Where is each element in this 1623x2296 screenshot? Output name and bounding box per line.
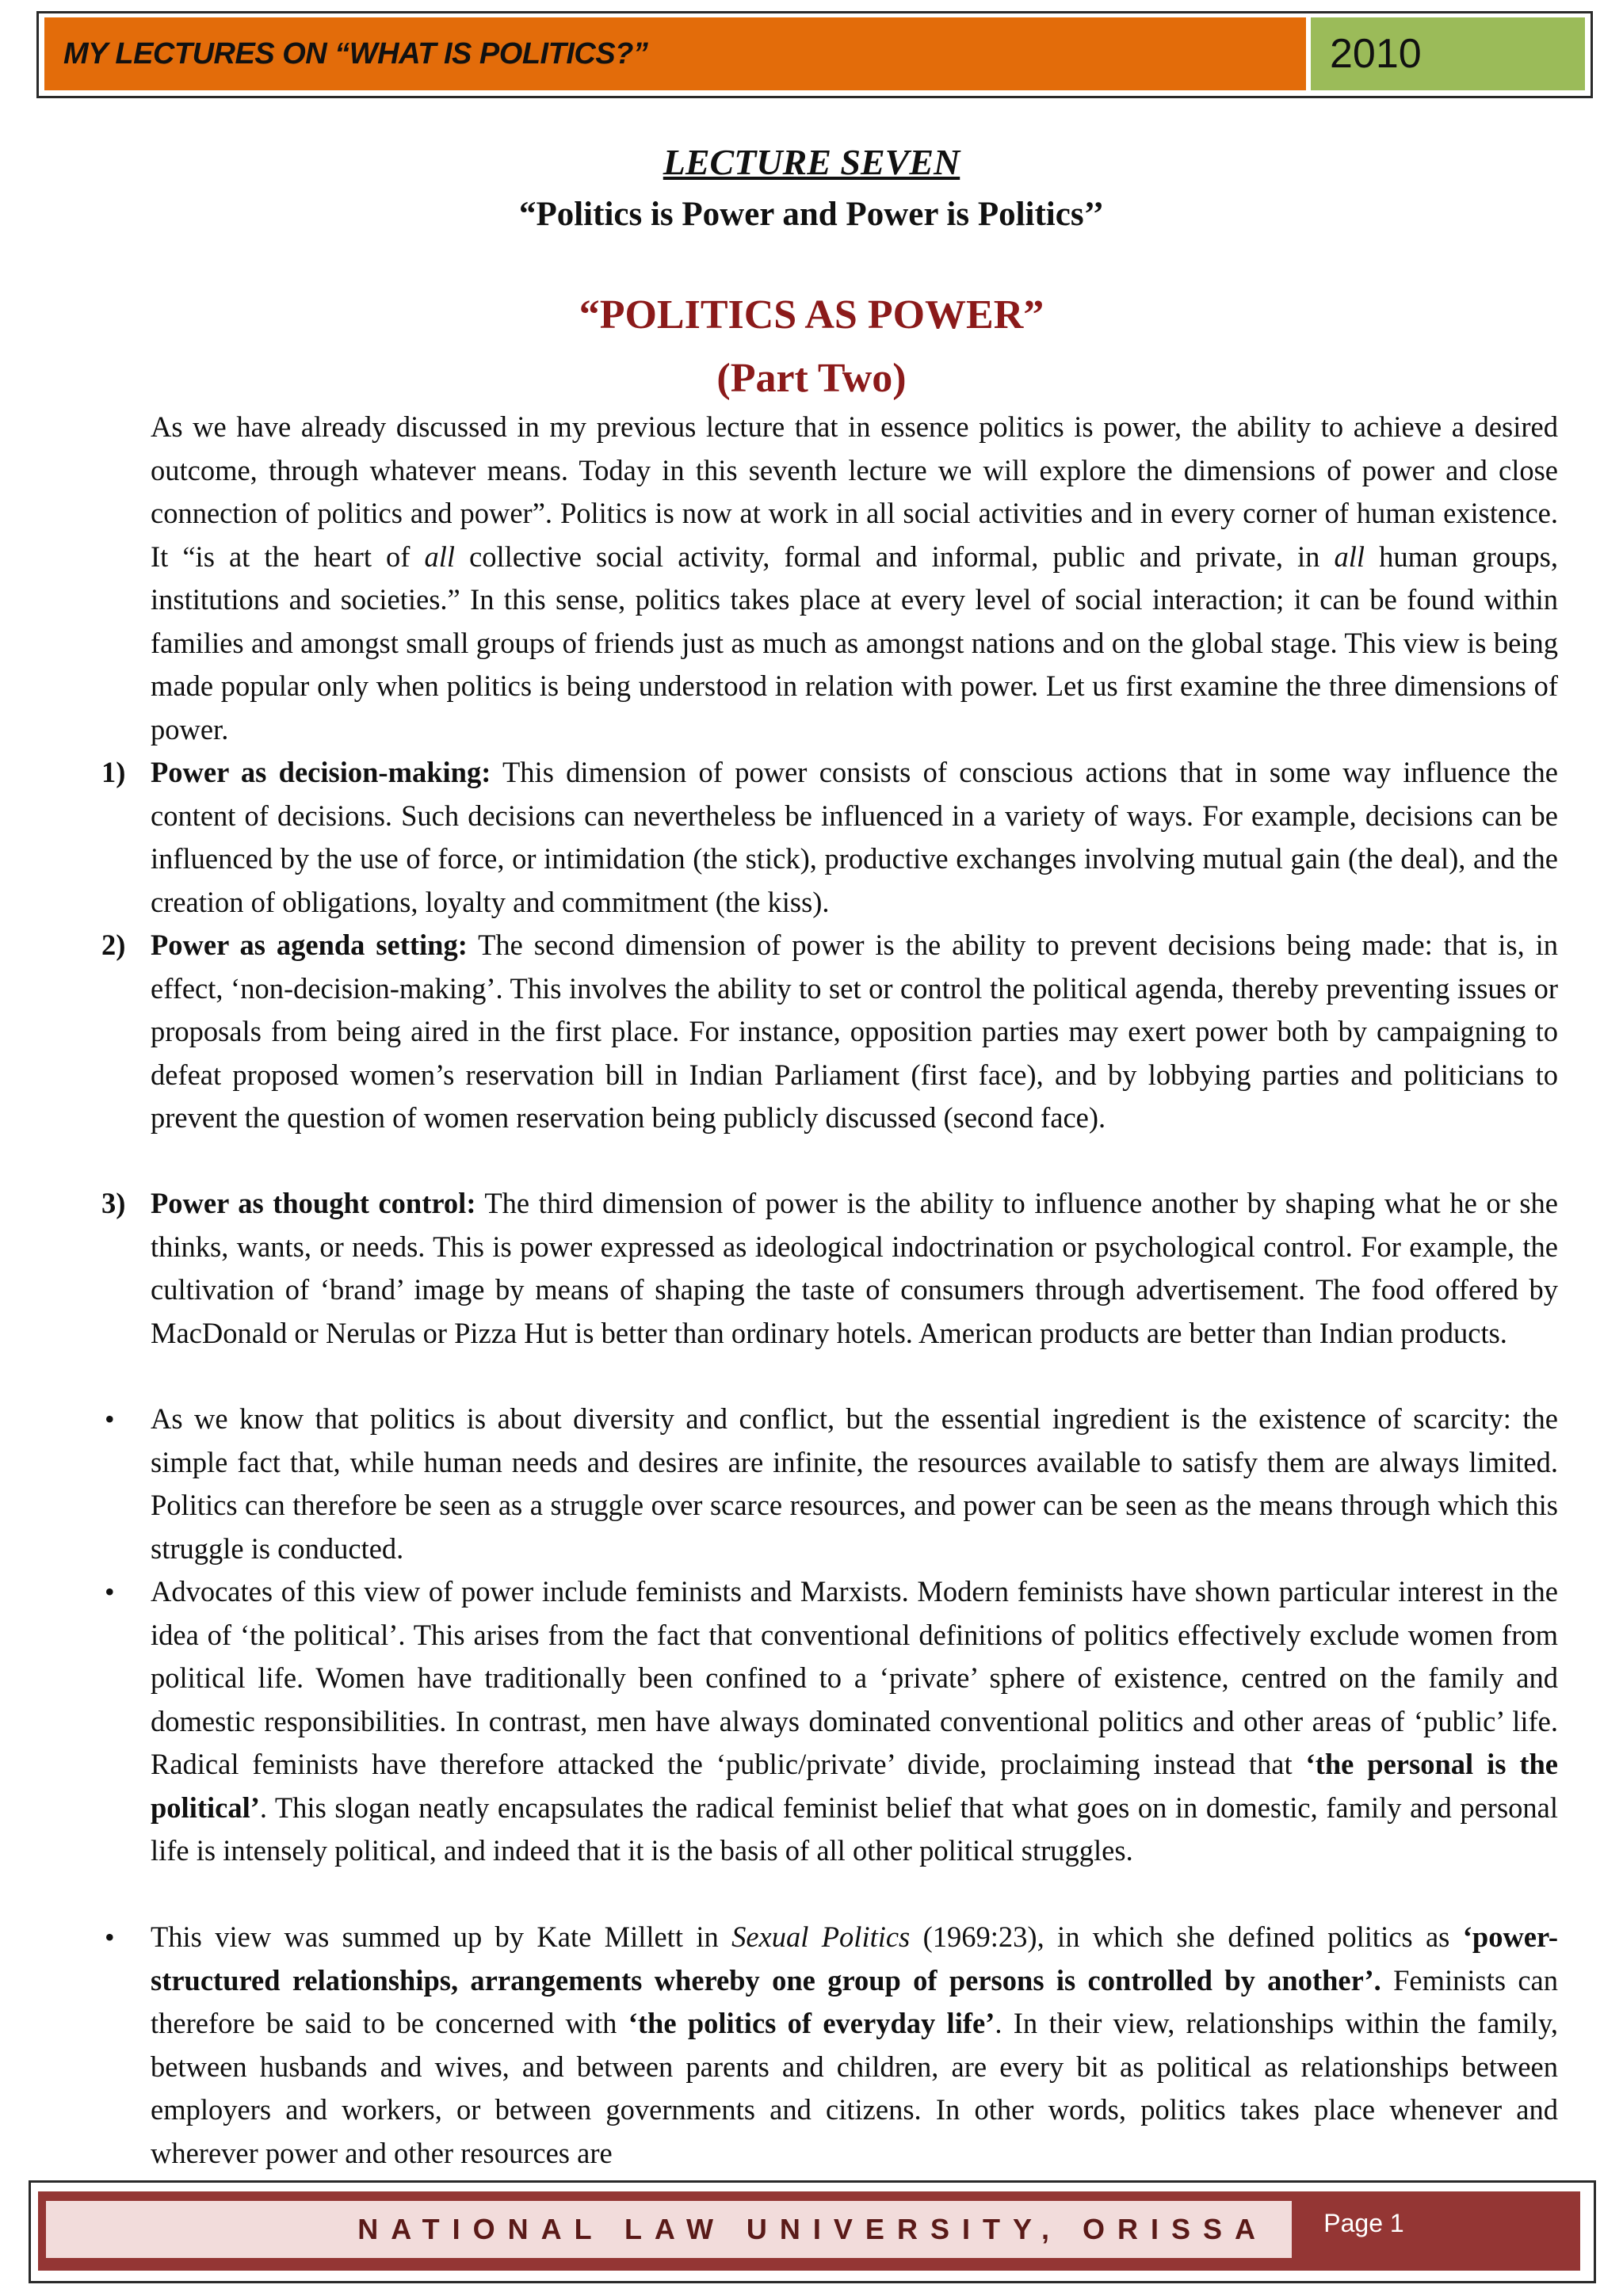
list-marker-2: 2): [101, 929, 126, 961]
bullet-icon-1: •: [105, 1403, 115, 1435]
bullet-bold-3a: ‘power-structured relationships, arrangements whereby one group of persons is controlled by another’.: [151, 1920, 1558, 1997]
header-year-box: [1311, 17, 1585, 90]
header-year: 2010: [1330, 31, 1422, 77]
intro-emphasis-1: all: [424, 540, 456, 573]
bullet-icon-3: •: [105, 1921, 115, 1953]
intro-emphasis-2: all: [1334, 540, 1365, 573]
footer-page-box: [1304, 2201, 1423, 2245]
dimension-item-1: [151, 751, 1558, 924]
intro-paragraph: [151, 406, 1558, 751]
intro-text-3: human groups, institutions and societies.” In this sense, politics takes place at every level of social interaction; it can be found within families and amongst small groups of friends just as much as amongst nations and on the global stage. This view is being made popular only when politics is being understood in relation with power. Let us first examine the three dimensions of power.: [151, 540, 1558, 746]
dimension-heading-1: Power as decision-making:: [151, 756, 491, 788]
bullet-text-3d: . In their view, relationships within the family, between husbands and wives, and between parents and children, are every bit as political as relationships between employers and workers, or between governments and citizens. In other words, politics takes place whenever and wherever power and other resources are: [151, 2007, 1558, 2169]
intro-text-1: As we have already discussed in my previous lecture that in essence politics is power, the ability to achieve a desired outcome, through whatever means. Today in this seventh lecture we will explore the dimensions of power and close connection of politics and power”. Politics is now at work in all social activities and in every corner of human existence. It “is at the heart of: [151, 410, 1558, 573]
footer-org-box: [46, 2201, 1292, 2258]
header-title-bar: [44, 17, 1306, 90]
dimension-heading-3: Power as thought control:: [151, 1187, 476, 1219]
header-title: MY LECTURES ON “WHAT IS POLITICS?”: [63, 36, 648, 71]
list-marker-3: 3): [101, 1187, 126, 1219]
lecture-heading: LECTURE SEVEN: [663, 142, 960, 182]
main-title: “POLITICS AS POWER”: [579, 292, 1044, 338]
book-title: Sexual Politics: [731, 1920, 911, 1953]
bullet-text-2b: . This slogan neatly encapsulates the radical feminist belief that what goes on in domestic, family and personal life is intensely political, and indeed that it is the basis of all other political struggles.: [151, 1791, 1558, 1867]
bullet-text-3c: Feminists can therefore be said to be concerned with: [151, 1963, 1559, 2039]
dimension-heading-2: Power as agenda setting:: [151, 929, 468, 961]
part-title: (Part Two): [716, 356, 907, 401]
list-marker-1: 1): [101, 756, 126, 788]
bullet-item-1: [151, 1398, 1558, 1570]
bullet-text-3b: (1969:23), in which she defined politics as: [910, 1920, 1463, 1953]
bullet-bold-2: ‘the personal is the political’: [151, 1748, 1559, 1824]
bullet-icon-2: •: [105, 1576, 115, 1608]
dimension-text-3: The third dimension of power is the ability to influence another by shaping what he or she thinks, wants, or needs. This is power expressed as ideological indoctrination or psychological control. For example, the cultivation of ‘brand’ image by means of shaping the taste of consumers through advertisement. The food offered by MacDonald or Nerulas or Pizza Hut is better than ordinary hotels. American products are better than Indian products.: [151, 1187, 1558, 1349]
bullet-text-2a: Advocates of this view of power include feminists and Marxists. Modern feminists have shown particular interest in the idea of ‘the political’. This arises from the fact that conventional definitions of politics effectively exclude women from political life. Women have traditionally been confined to a ‘private’ sphere of existence, centred on the family and domestic responsibilities. In contrast, men have always dominated conventional politics and other areas of ‘public’ life. Radical feminists have therefore attacked the ‘public/private’ divide, proclaiming instead that: [151, 1575, 1558, 1780]
bullet-text-3a: This view was summed up by Kate Millett in: [151, 1920, 732, 1953]
dimension-item-2: [151, 924, 1558, 1140]
dimension-text-1: This dimension of power consists of conscious actions that in some way influence the content of decisions. Such decisions can nevertheless be influenced in a variety of ways. For example, decisions can be influenced by the use of force, or intimidation (the stick), productive exchanges involving mutual gain (the deal), and the creation of obligations, loyalty and commitment (the kiss).: [151, 756, 1559, 918]
lecture-subtitle: “Politics is Power and Power is Politics’’: [518, 196, 1105, 233]
bullet-bold-3b: ‘the politics of everyday life’: [628, 2007, 995, 2039]
intro-text-2: collective social activity, formal and informal, public and private, in: [455, 540, 1335, 573]
dimension-item-3: [151, 1182, 1558, 1355]
bullet-text-1: As we know that politics is about diversity and conflict, but the essential ingredient is the existence of scarcity: the simple fact that, while human needs and desires are infinite, the resources available to satisfy them are always limited. Politics can therefore be seen as a struggle over scarce resources, and power can be seen as the means through which this struggle is conducted.: [151, 1402, 1558, 1565]
footer-org: NATIONAL LAW UNIVERSITY, ORISSA: [357, 2213, 1268, 2245]
bullet-item-2: [151, 1570, 1558, 1873]
bullet-item-3: [151, 1916, 1558, 2175]
page-number: Page 1: [1323, 2208, 1404, 2237]
dimension-text-2: The second dimension of power is the ability to prevent decisions being made: that is, in effect, ‘non-decision-making’. This involves the ability to set or control the political agenda, thereby preventing issues or proposals from being aired in the first place. For instance, opposition parties may exert power both by campaigning to defeat proposed women’s reservation bill in Indian Parliament (first face), and by lobbying parties and politicians to prevent the question of women reservation being publicly discussed (second face).: [151, 929, 1558, 1134]
